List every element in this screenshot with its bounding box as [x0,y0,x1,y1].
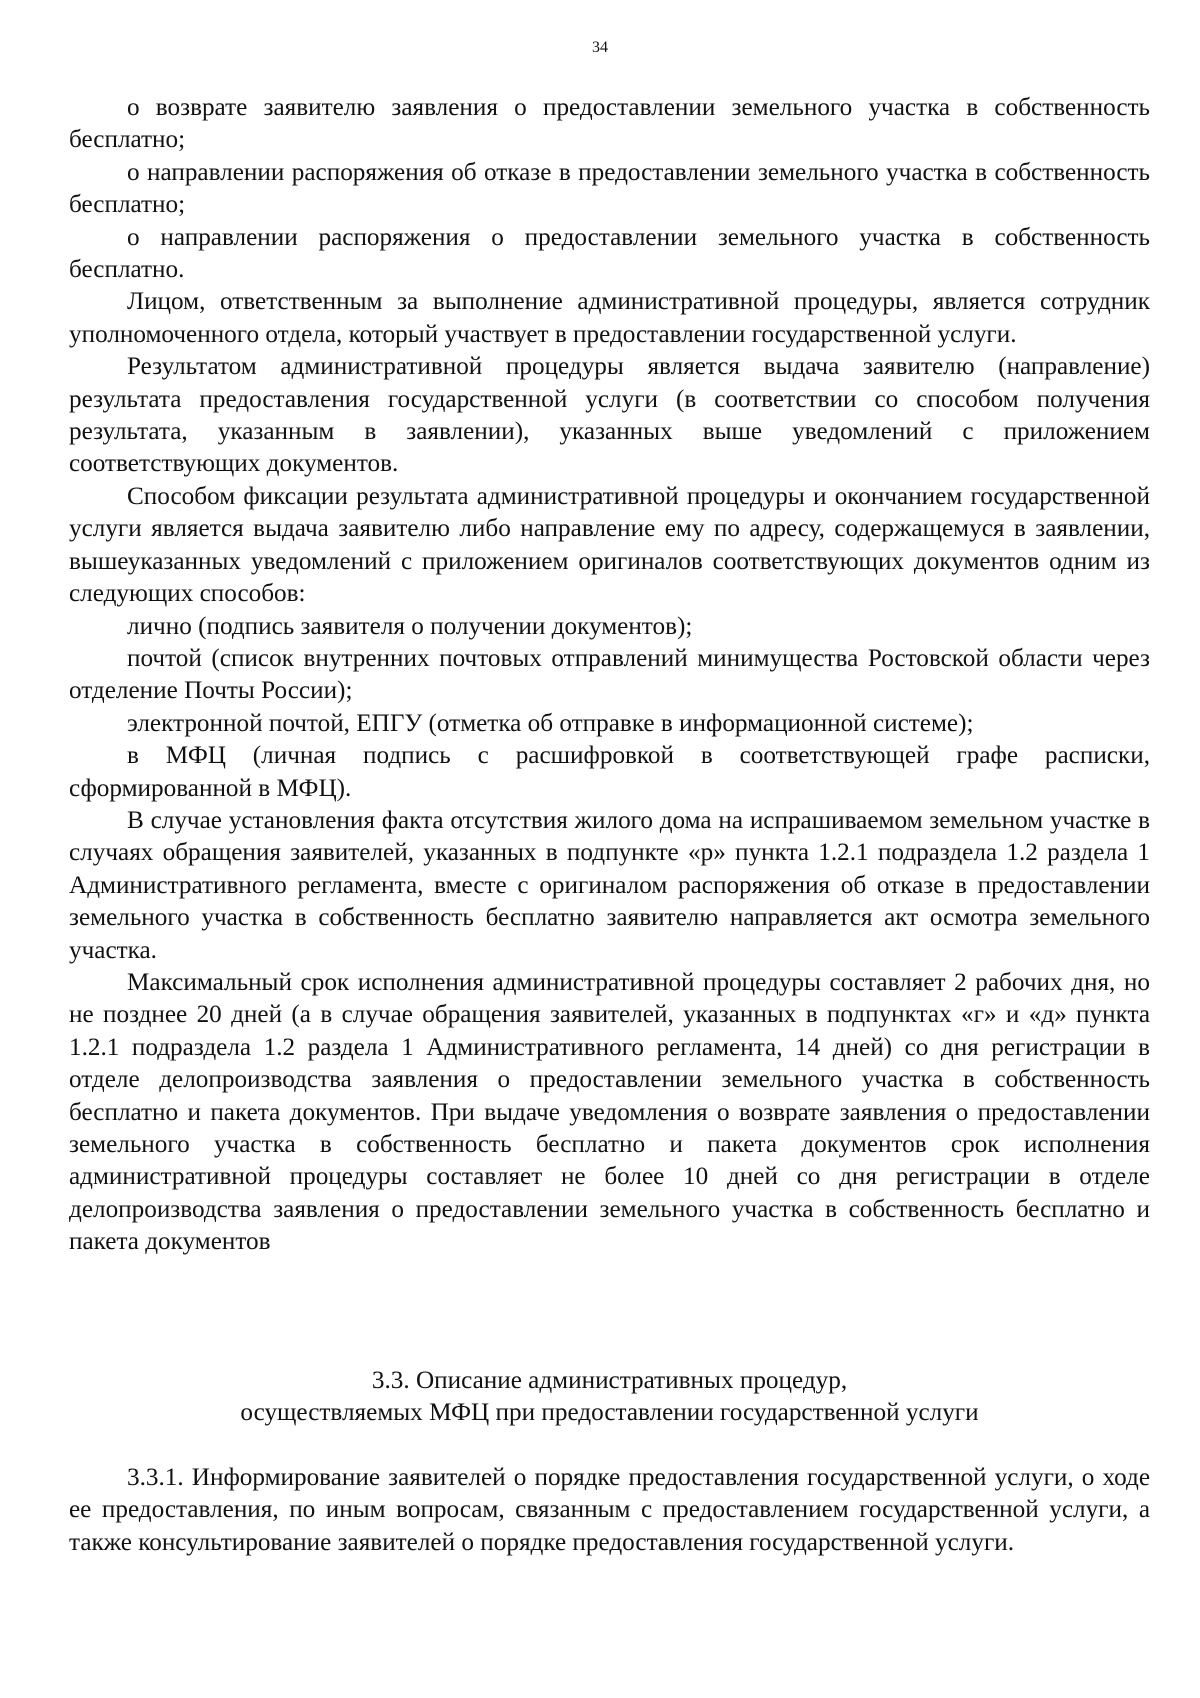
paragraph-fixation-method: Способом фиксации результата административной процедуры и окончанием государственной услуги является выдача заявителю либо направление ему по адресу, содержащемуся в заявлении, вышеуказанных уведомлений с приложением оригиналов соответствующих документов одним из следующих способов: [69,482,1150,608]
section-heading-line-2: осуществляемых МФЦ при предоставлении государственной услуги [240,1399,979,1427]
paragraph-return-notice: о возврате заявителю заявления о предоставлении земельного участка в собственность бесплатно; [69,94,1150,154]
paragraph-method-mfc: в МФЦ (личная подпись с расшифровкой в соответствующей графе расписки, сформированной в МФЦ). [69,742,1150,802]
paragraph-subsection-3-3-1: 3.3.1. Информирование заявителей о порядке предоставления государственной услуги, о ходе ее предоставления, по иным вопросам, связанным с предоставлением государственной услуги, а также консультирование заявителей о порядке предоставления государственной услуги. [69,1464,1150,1556]
subsection-text [69,1462,1150,1559]
paragraph-grant-order: о направлении распоряжения о предоставлении земельного участка в собственность бесплатно. [69,223,1150,284]
paragraph-responsible-person: Лицом, ответственным за выполнение административной процедуры, является сотрудник уполномоченного отдела, который участвует в предоставлении государственной услуги. [69,288,1150,348]
paragraph-max-term: Максимальный срок исполнения административной процедуры составляет 2 рабочих дня, но не позднее 20 дней (а в случае обращения заявителей, указанных в подпунктах «г» и «д» пункта 1.2.1 подраздела 1.2 раздела 1 Административного регламента, 14 дней) со дня регистрации в отделе делопроизводства заявления о предоставлении земельного участка в собственность бесплатно и пакета документов. При выдаче уведомления о возврате заявления о предоставлении земельного участка в собственность бесплатно и пакета документов срок исполнения административной процедуры составляет не более 10 дней со дня регистрации в отделе делопроизводства заявления о предоставлении земельного участка в собственность бесплатно и пакета документов [69,968,1150,1256]
section-heading [69,1365,1150,1430]
paragraph-refusal-order: о направлении распоряжения об отказе в предоставлении земельного участка в собственность бесплатно; [69,158,1150,219]
paragraph-method-mail: почтой (список внутренних почтовых отправлений минимущества Ростовской области через отделение Почты России); [69,644,1150,705]
section-heading-line-1: 3.3. Описание административных процедур, [371,1367,848,1394]
page-number: 34 [592,39,608,56]
paragraph-method-email: электронной почтой, ЕПГУ (отметка об отправке в информационной системе); [127,709,974,737]
body-text [69,92,1150,1259]
paragraph-method-personal: лично (подпись заявителя о получении документов); [127,612,693,640]
paragraph-procedure-result: Результатом административной процедуры является выдача заявителю (направление) результата предоставления государственной услуги (в соответствии со способом получения результата, указанным в заявлении), указанных выше уведомлений с приложением соответствующих документов. [69,353,1150,478]
paragraph-inspection-act: В случае установления факта отсутствия жилого дома на испрашиваемом земельном участке в случаях обращения заявителей, указанных в подпункте «р» пункта 1.2.1 подраздела 1.2 раздела 1 Административного регламента, вместе с оригиналом распоряжения об отказе в предоставлении земельного участка в собственность бесплатно заявителю направляется акт осмотра земельного участка. [69,806,1150,964]
